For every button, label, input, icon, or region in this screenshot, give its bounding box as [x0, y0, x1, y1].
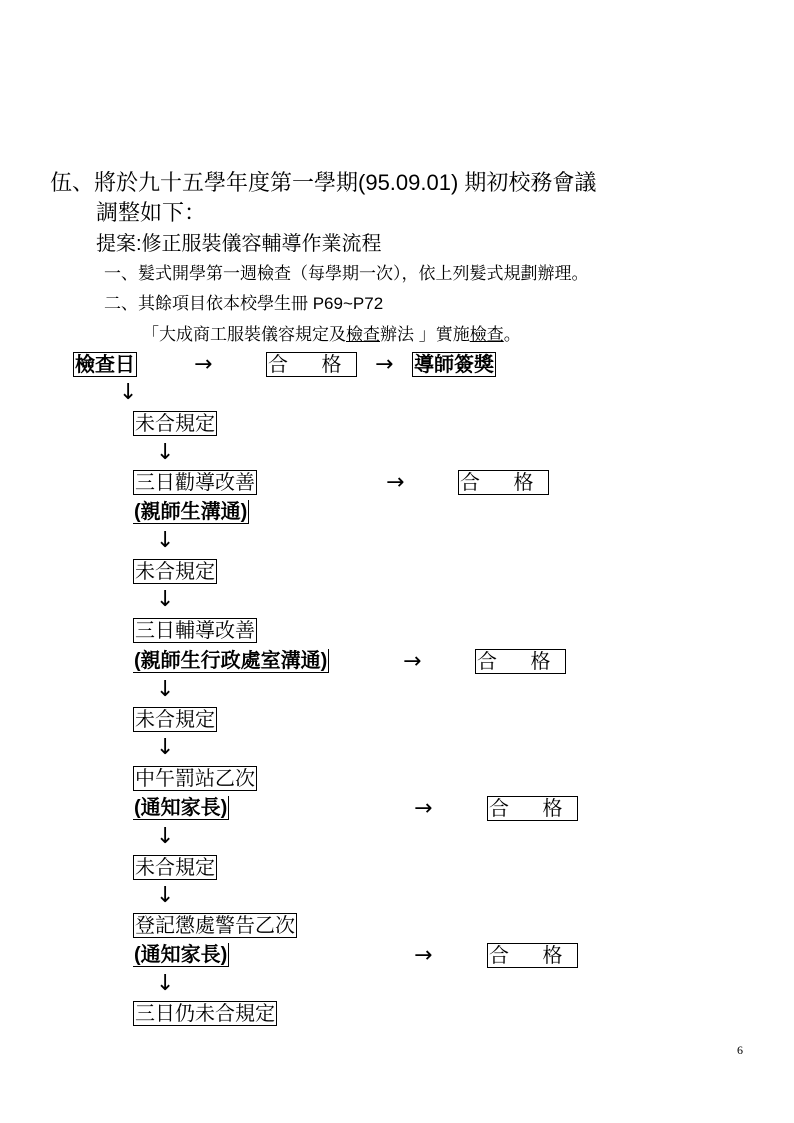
arrow-down-icon: ↓ — [156, 528, 175, 553]
step3-note: (通知家長) — [134, 797, 228, 819]
arrow-right-icon: → — [414, 796, 433, 821]
pass-box: 合 格 — [489, 945, 577, 967]
page-number: 6 — [737, 1043, 743, 1057]
check-day-box: 檢查日 — [75, 354, 135, 376]
arrow-down-icon: ↓ — [156, 587, 175, 612]
item-two-text-a: 「大成商工服裝儀容規定及 — [142, 325, 346, 344]
section-heading: 伍、將於九十五學年度第一學期(95.09.01) 期初校務會議 — [50, 170, 597, 195]
mentor-reward-box: 導師簽獎 — [414, 354, 494, 376]
arrow-down-icon: ↓ — [156, 735, 175, 760]
section-heading-continued: 調整如下： — [96, 200, 207, 225]
arrow-down-icon: ↓ — [156, 824, 175, 849]
item-one: 一、髮式開學第一週檢查（每學期一次），依上列髮式規劃辦理。 — [104, 264, 589, 283]
step1-box: 三日勸導改善 — [135, 472, 255, 494]
fail-box: 未合規定 — [135, 561, 215, 583]
fail-box: 未合規定 — [135, 709, 215, 731]
arrow-right-icon: → — [194, 352, 213, 377]
pass-box: 合 格 — [489, 798, 577, 820]
step2-box: 三日輔導改善 — [135, 620, 255, 642]
step3-box: 中午罰站乙次 — [135, 768, 255, 790]
step2-note: (親師生行政處室溝通) — [134, 650, 328, 672]
arrow-down-icon: ↓ — [156, 677, 175, 702]
fail-box: 未合規定 — [135, 413, 215, 435]
arrow-right-icon: → — [403, 649, 422, 674]
pass-box: 合 格 — [268, 354, 356, 376]
item-two-text-underlined-2: 檢查 — [469, 325, 504, 344]
proposal-title: 提案:修正服裝儀容輔導作業流程 — [96, 233, 382, 255]
step4-box: 登記懲處警告乙次 — [135, 915, 295, 937]
item-two-text-b: 辦法 」實施 — [380, 325, 470, 344]
item-two-continued — [142, 326, 521, 343]
fail-box: 未合規定 — [135, 857, 215, 879]
item-two: 二、其餘項目依本校學生冊 P69~P72 — [104, 294, 384, 313]
arrow-right-icon: → — [414, 943, 433, 968]
arrow-down-icon: ↓ — [156, 883, 175, 908]
final-box: 三日仍未合規定 — [135, 1003, 275, 1025]
step1-note: (親師生溝通) — [134, 501, 248, 523]
item-two-text-underlined: 檢查 — [346, 325, 380, 344]
item-two-text-end: 。 — [503, 325, 521, 344]
arrow-down-icon: ↓ — [156, 971, 175, 996]
arrow-right-icon: → — [375, 352, 394, 377]
pass-box: 合 格 — [477, 651, 565, 673]
pass-box: 合 格 — [460, 472, 548, 494]
arrow-down-icon: ↓ — [119, 380, 138, 405]
step4-note: (通知家長) — [134, 944, 228, 966]
arrow-right-icon: → — [386, 470, 405, 495]
arrow-down-icon: ↓ — [156, 440, 175, 465]
